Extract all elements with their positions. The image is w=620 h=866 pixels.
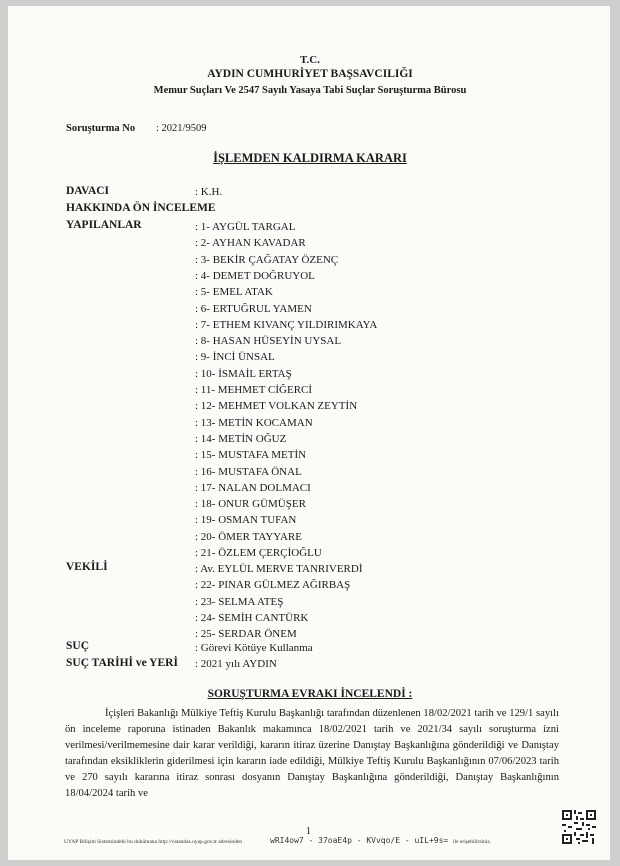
footer-note (64, 839, 242, 845)
investigated-person-item: : 12- MEHMET VOLKAN ZEYTİN (195, 400, 358, 413)
section-title: SORUŞTURMA EVRAKI İNCELENDİ : (207, 688, 413, 700)
investigated-person-item: : 17- NALAN DOLMACI (195, 481, 311, 494)
investigated-person-item: : 11- MEHMET CİĞERCİ (195, 384, 313, 396)
investigated-person-item: : 15- MUSTAFA METİN (195, 449, 307, 462)
investigated-person-item: : 14- METİN OĞUZ (195, 432, 287, 445)
footer-note-text: UYAP Bilişim Sistemindeki bu dokümana http://vatandas.uyap.gov.tr adresinden (64, 839, 243, 845)
investigated-person-item: : 9- İNCİ ÜNSAL (195, 351, 275, 364)
file-number-label: Soruşturma No (66, 123, 136, 134)
body-paragraph: İçişleri Bakanlığı Mülkiye Teftiş Kurulu Başkanlığı tarafından düzenlenen 18/02/2021 tarih ve 129/1 sayılı ön inceleme raporuna istinaden Bakanlık makamınca 18/02/2021 tarih ve 2021/34 sayılı soruşturma izni verilmesi/verilmemesine dair karar verildiği, kararın itiraz üzerine Danıştay Başkanlığına gönderildiği ve Danıştay tarafından eksikliklerin giderilmesi için kararın iade edildiği, Mülkiye Teftiş Kurulu Başkanlığının 07/06/2023 tarih ve 270 sayılı kararına itiraz sonrası dosyanın Danıştay Başkanlığına gönderildiği, Danıştay Başkanlığının 18/04/2024 tarih ve (65, 708, 559, 799)
footer-note-end: ile erişebilirsiniz. (453, 839, 492, 845)
investigated-person-item: : 16- MUSTAFA ÖNAL (195, 465, 302, 478)
investigated-person-item: : 18- ONUR GÜMÜŞER (195, 498, 306, 511)
crime-value: : Görevi Kötüye Kullanma (195, 642, 313, 654)
investigated-person-item: : 10- İSMAİL ERTAŞ (195, 367, 292, 380)
attorney-person-item: : Av. EYLÜL MERVE TANRIVERDİ (195, 563, 363, 575)
plaintiff-value: : K.H. (195, 186, 223, 198)
qr-code-icon (562, 810, 596, 844)
investigated-person-item: : 8- HASAN HÜSEYİN UYSAL (195, 335, 342, 348)
investigated-person-item: : 2- AYHAN KAVADAR (195, 237, 306, 250)
attorney-person-item: : 23- SELMA ATEŞ (195, 595, 284, 608)
footer-verification (270, 836, 491, 845)
file-number-value: : 2021/9509 (156, 123, 207, 134)
investigated-person-item: : 4- DEMET DOĞRUYOL (195, 269, 315, 282)
investigated-person-item: : 19- OSMAN TUFAN (195, 514, 297, 527)
crime-label: SUÇ (66, 640, 90, 652)
investigated-person-item: : 21- ÖZLEM ÇERÇİOĞLU (195, 547, 322, 559)
investigated-person-item: : 3- BEKİR ÇAĞATAY ÖZENÇ (195, 253, 339, 266)
attorney-person-item: : 24- SEMİH CANTÜRK (195, 611, 309, 624)
attorney-label: VEKİLİ (66, 561, 108, 573)
investigated-person-item: : 1- AYGÜL TARGAL (195, 221, 296, 233)
decision-title: İŞLEMDEN KALDIRMA KARARI (213, 151, 407, 165)
crime-date-label: SUÇ TARİHİ ve YERİ (66, 657, 178, 669)
investigated-label-2: YAPILANLAR (66, 219, 142, 231)
header-tc: T.C. (300, 54, 320, 66)
page-number: 1 (306, 826, 311, 837)
footer-code: wRI4ow7 - 37oaE4p - KVvqo/E - uIL+9s= (270, 836, 449, 845)
header-bureau: Memur Suçları Ve 2547 Sayılı Yasaya Tabi Suçlar Soruşturma Bürosu (153, 85, 467, 96)
investigated-person-item: : 20- ÖMER TAYYARE (195, 530, 302, 543)
plaintiff-label: DAVACI (66, 185, 110, 197)
investigated-label-1: HAKKINDA ÖN İNCELEME (66, 202, 216, 214)
investigated-person-item: : 7- ETHEM KIVANÇ YILDIRIMKAYA (195, 318, 378, 331)
header-office: AYDIN CUMHURİYET BAŞSAVCILIĞI (207, 68, 413, 80)
attorney-person-item: : 22- PINAR GÜLMEZ AĞIRBAŞ (195, 579, 351, 592)
investigated-person-item: : 6- ERTUĞRUL YAMEN (195, 302, 312, 315)
investigated-person-item: : 5- EMEL ATAK (195, 286, 273, 299)
attorney-person-item: : 25- SERDAR ÖNEM (195, 628, 297, 641)
investigated-person-item: : 13- METİN KOCAMAN (195, 416, 313, 429)
crime-date-value: : 2021 yılı AYDIN (195, 658, 277, 670)
